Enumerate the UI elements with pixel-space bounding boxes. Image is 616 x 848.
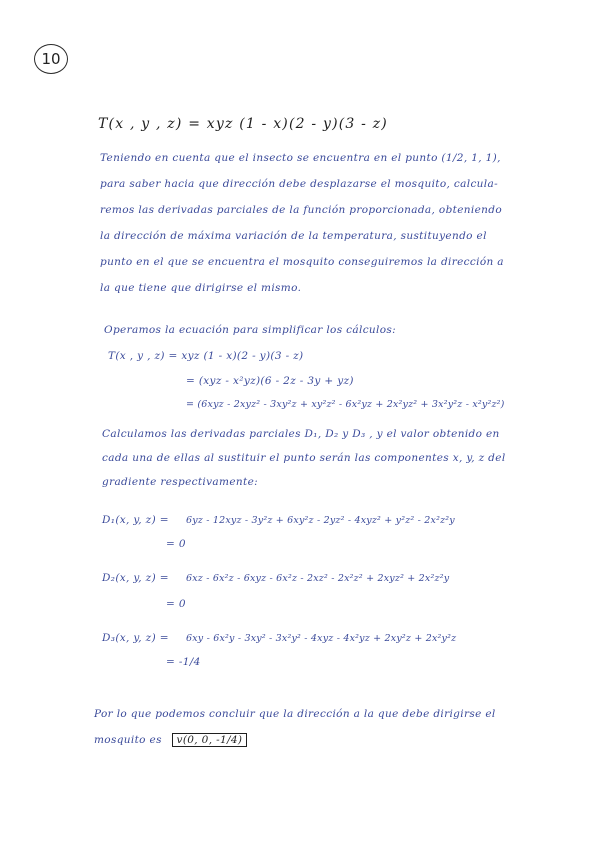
function-definition: T(x , y , z) = xyz (1 - x)(2 - y)(3 - z) <box>98 116 388 132</box>
d2-lhs: D₂(x, y, z) = <box>102 572 169 584</box>
d1-result: = 0 <box>166 538 186 550</box>
d3-lhs: D₃(x, y, z) = <box>102 632 169 644</box>
d2-result: = 0 <box>166 598 186 610</box>
partials-intro-line-2: cada una de ellas al sustituir el punto serán las componentes x, y, z del <box>102 452 506 464</box>
d2-rhs: 6xz - 6x²z - 6xyz - 6x²z - 2xz² - 2x²z² + 2xyz² + 2x²z²y <box>186 573 450 584</box>
intro-line-5: punto en el que se encuentra el mosquito conseguiremos la dirección a <box>100 256 504 268</box>
intro-line-3: remos las derivadas parciales de la función proporcionada, obteniendo <box>100 204 503 216</box>
d1-lhs: D₁(x, y, z) = <box>102 514 169 526</box>
d1-rhs: 6yz - 12xyz - 3y²z + 6xy²z - 2yz² - 4xyz² + y²z² - 2x²z²y <box>186 515 455 526</box>
conclusion-text: mosquito es <box>94 734 162 746</box>
d3-rhs: 6xy - 6x²y - 3xy² - 3x²y² - 4xyz - 4x²yz + 2xy²z + 2x²y²z <box>186 633 457 644</box>
operate-intro: Operamos la ecuación para simplificar los cálculos: <box>104 324 397 336</box>
conclusion-line-2 <box>94 733 247 747</box>
expansion-line-1: T(x , y , z) = xyz (1 - x)(2 - y)(3 - z) <box>108 350 304 362</box>
partials-intro-line-1: Calculamos las derivadas parciales D₁, D₂ y D₃ , y el valor obtenido en <box>102 428 500 440</box>
partials-intro-line-3: gradiente respectivamente: <box>102 476 259 488</box>
intro-line-6: la que tiene que dirigirse el mismo. <box>100 282 302 294</box>
intro-line-2: para saber hacia que dirección debe desplazarse el mosquito, calcula- <box>100 178 499 190</box>
intro-line-4: la dirección de máxima variación de la temperatura, sustituyendo el <box>100 230 487 242</box>
d3-result: = -1/4 <box>166 656 201 668</box>
expansion-line-2: = (xyz - x²yz)(6 - 2z - 3y + yz) <box>186 375 354 387</box>
problem-number: 10 <box>41 50 61 68</box>
conclusion-line-1: Por lo que podemos concluir que la dirección a la que debe dirigirse el <box>94 708 496 720</box>
intro-line-1: Teniendo en cuenta que el insecto se encuentra en el punto (1/2, 1, 1), <box>100 152 501 164</box>
answer-box: v(0, 0, -1/4) <box>172 733 248 747</box>
expansion-line-3: = (6xyz - 2xyz² - 3xy²z + xy²z² - 6x²yz + 2x²yz² + 3x²y²z - x²y²z²) <box>186 399 505 410</box>
problem-number-badge <box>34 44 68 74</box>
